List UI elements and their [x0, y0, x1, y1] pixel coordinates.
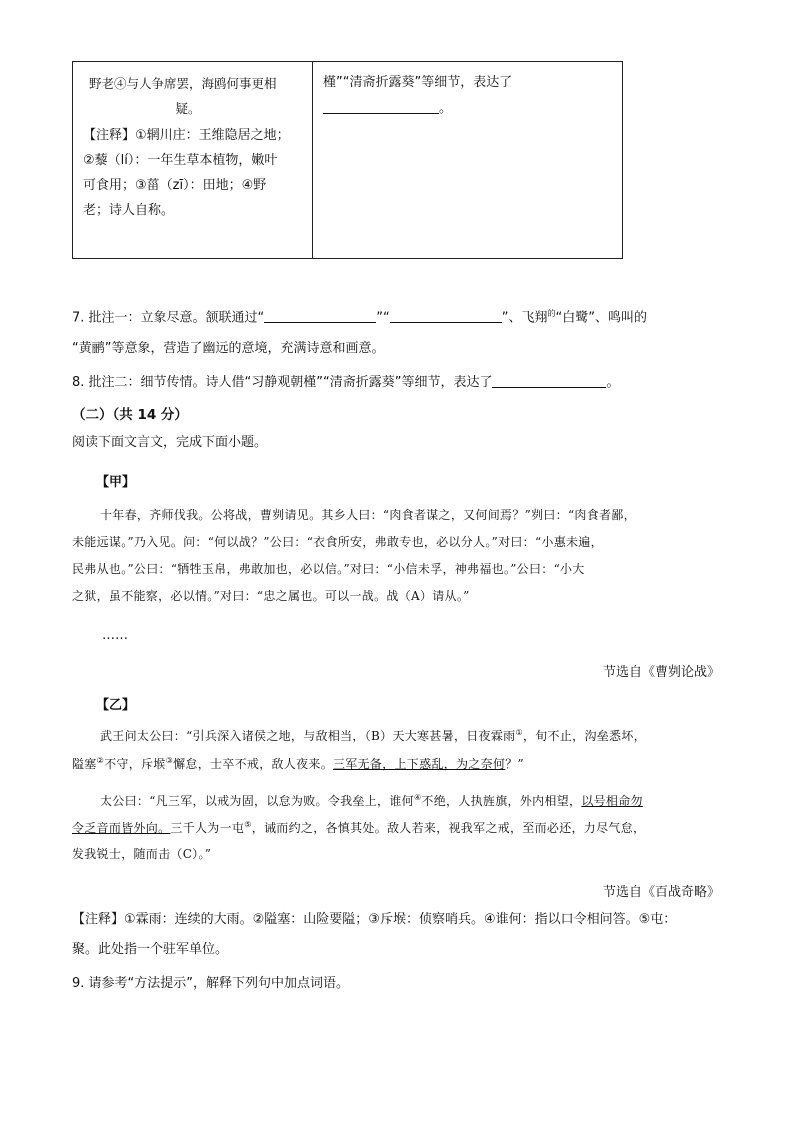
- annotation-line: 可食用；③菑（zī）：田地；④野: [83, 178, 267, 193]
- right-cell-line: 槿”“清斋折露葵”等细节，表达了: [323, 75, 513, 90]
- notes-line: 聚。此处指一个驻军单位。: [72, 942, 229, 957]
- underlined-sentence: 三军无备，上下惑乱，为之奈何: [333, 757, 506, 771]
- ellipsis: ……: [102, 628, 128, 643]
- annotation-line: 老；诗人自称。: [83, 203, 175, 218]
- table-divider: [312, 62, 313, 258]
- question-9: 9. 请参考“方法提示”，解释下列句中加点词语。: [72, 976, 350, 991]
- poem-line: 疑。: [175, 101, 201, 116]
- passage-b-tag: 【乙】: [96, 698, 136, 713]
- annotation-line: ②藜（lí）：一年生草本植物，嫩叶: [83, 153, 278, 168]
- table-right-cell: [323, 70, 613, 122]
- question-7: 7. 批注一：立象尽意。颔联通过“ ”“ ”、飞翔$^的$“白鹭”、鸣叫的: [72, 309, 647, 326]
- passage-a-line: 民弗从也。”公曰：“牺牲玉帛，弗敢加也，必以信。”对曰：“小信未孚，神弗福也。”公曰：“小大: [72, 562, 585, 576]
- section-heading: （二）（共 14 分）: [72, 407, 188, 423]
- passage-b-source: 节选自《百战奇略》: [602, 885, 720, 900]
- passage-b-line: 隘塞②不守，斥堠③懈怠，士卒不戒，敌人夜来。三军无备，上下惑乱，为之奈何？”: [72, 756, 524, 771]
- poem-line: 野老④与人争席罢，海鸥何事更相: [89, 76, 277, 91]
- answer-blank[interactable]: [264, 308, 376, 323]
- poem-annotation-table: [72, 61, 623, 259]
- table-left-cell: [83, 71, 303, 223]
- question-8: 8. 批注二：细节传情。诗人借“习静观朝槿”“清斋折露葵”等细节，表达了 。: [72, 375, 620, 390]
- question-7-line2: “黄鹂”等意象，营造了幽远的意境，充满诗意和画意。: [72, 341, 385, 356]
- passage-a-line: 之狱，虽不能察，必以情。”对曰：“忠之属也。可以一战。战（A）请从。”: [72, 589, 470, 603]
- answer-blank[interactable]: [390, 308, 502, 323]
- passage-b-line: 发我锐士，随而击（C）。”: [72, 847, 212, 861]
- passage-a-line: 未能远谋。”乃入见。问：“何以战？”公曰：“衣食所安，弗敢专也，必以分人。”对曰：“小惠未遍，: [72, 535, 603, 549]
- passage-a-source: 节选自《曹刿论战》: [602, 665, 720, 680]
- passage-b-line: 太公曰：“凡三军，以戒为固，以怠为败。令我垒上，谁何④不绝，人执旌旗，外内相望，以号相命勿: [100, 793, 643, 808]
- passage-a-line: 十年春，齐师伐我。公将战，曹刿请见。其乡人曰：“肉食者谋之，又何间焉？”刿曰：“肉食者鄙，: [100, 508, 636, 522]
- passage-b-line: 令乏音而皆外向。三千人为一屯⑤，诫而约之，各慎其处。敌人若来，视我军之戒，至而必还，力尽气怠，: [72, 820, 646, 835]
- answer-blank[interactable]: [323, 99, 439, 114]
- passage-b-line: 武王问太公曰：“引兵深入诸侯之地，与敌相当，（B）天大寒甚暑，日夜霖雨①，旬不止，沟垒悉坏，: [100, 728, 646, 743]
- notes-line: 【注释】①霖雨：连续的大雨。②隘塞：山险要隘；③斥堠：侦察哨兵。④谁何：指以口令相问答。⑤屯：: [72, 912, 677, 927]
- right-cell-line: 。: [323, 96, 613, 122]
- answer-blank[interactable]: [492, 373, 606, 388]
- section-instruction: 阅读下面文言文，完成下面小题。: [72, 435, 268, 450]
- annotation-line: 【注释】①辋川庄：王维隐居之地；: [83, 128, 290, 143]
- underlined-sentence: 以号相命勿: [581, 794, 643, 808]
- underlined-sentence: 令乏音而皆外向。: [72, 821, 171, 835]
- passage-a-tag: 【甲】: [96, 475, 136, 490]
